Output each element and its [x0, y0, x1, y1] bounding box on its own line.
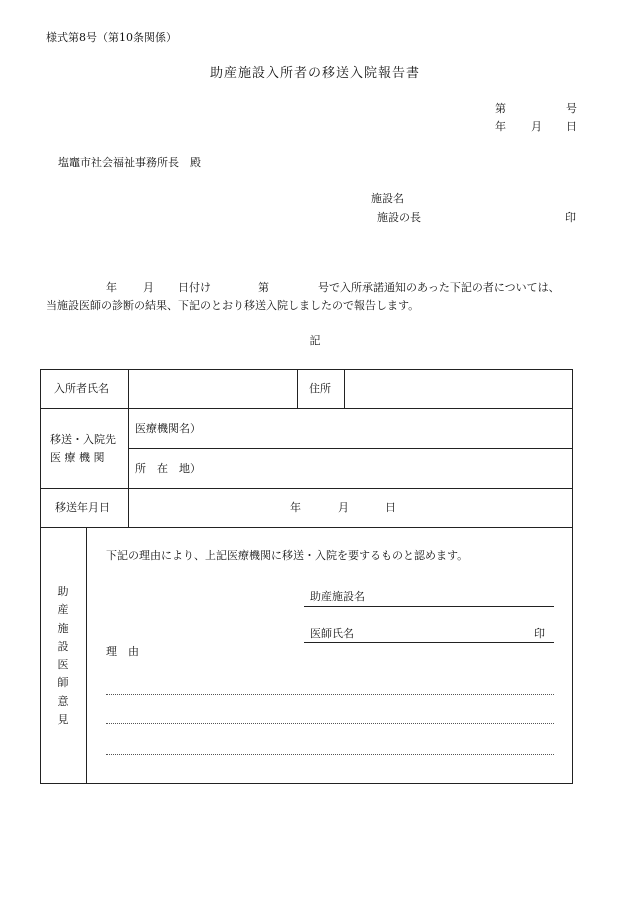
hospital-name-label: 医療機関名）: [135, 422, 201, 435]
transfer-date-label: 移送年月日: [55, 501, 110, 514]
body-dai: 第: [258, 281, 269, 294]
ref-go: 号: [566, 102, 577, 115]
facility-name-label: 施設名: [371, 192, 404, 205]
col-divider: [344, 369, 345, 408]
col-divider: [128, 369, 129, 527]
doctor-name-label: 医師氏名: [310, 627, 354, 640]
date-tsuki: 月: [531, 120, 542, 133]
body-line1-rest: 号で入所承諾通知のあった下記の者については、: [318, 281, 560, 294]
reason-line: [106, 754, 554, 755]
body-line2: 当施設医師の診断の結果、下記のとおり移送入院しましたので報告します。: [46, 299, 420, 312]
col-divider: [297, 369, 298, 408]
col-divider: [86, 527, 87, 784]
signature-line: [304, 606, 554, 607]
facility-head-label: 施設の長: [377, 211, 421, 224]
body-nen: 年: [106, 281, 117, 294]
date-nen: 年: [495, 120, 506, 133]
ki-heading: 記: [309, 334, 321, 347]
opinion-label: 助 産 施 設 医 師 意 見: [57, 585, 69, 727]
row-divider: [40, 527, 573, 528]
reason-line: [106, 694, 554, 695]
addressee: 塩竈市社会福祉事務所長 殿: [58, 156, 201, 169]
signature-line: [304, 642, 554, 643]
body-tsuki: 月: [143, 281, 154, 294]
row-divider: [128, 448, 573, 449]
record-table: [40, 369, 573, 784]
reason-line: [106, 723, 554, 724]
opinion-statement: 下記の理由により、上記医療機関に移送・入院を要するものと認めます。: [106, 549, 469, 562]
page-title: 助産施設入所者の移送入院報告書: [209, 66, 420, 81]
hospital-location-label: 所 在 地）: [135, 462, 201, 475]
transfer-hi: 日: [385, 501, 396, 514]
reason-label: 理 由: [106, 645, 139, 658]
resident-name-label: 入所者氏名: [54, 382, 109, 395]
address-label: 住所: [309, 382, 331, 395]
row-divider: [40, 488, 573, 489]
row-divider: [40, 408, 573, 409]
transfer-nen: 年: [290, 501, 301, 514]
doctor-seal: 印: [534, 627, 545, 640]
midwifery-facility-label: 助産施設名: [310, 590, 365, 603]
hospital-label-2: 医 療 機 関: [50, 451, 105, 464]
hospital-label-1: 移送・入院先: [50, 433, 116, 446]
date-hi: 日: [566, 120, 577, 133]
transfer-tsuki: 月: [338, 501, 349, 514]
ref-dai: 第: [495, 102, 506, 115]
body-hizuke: 日付け: [178, 281, 211, 294]
seal-mark: 印: [565, 211, 576, 224]
form-number: 様式第8号（第10条関係）: [46, 31, 177, 44]
